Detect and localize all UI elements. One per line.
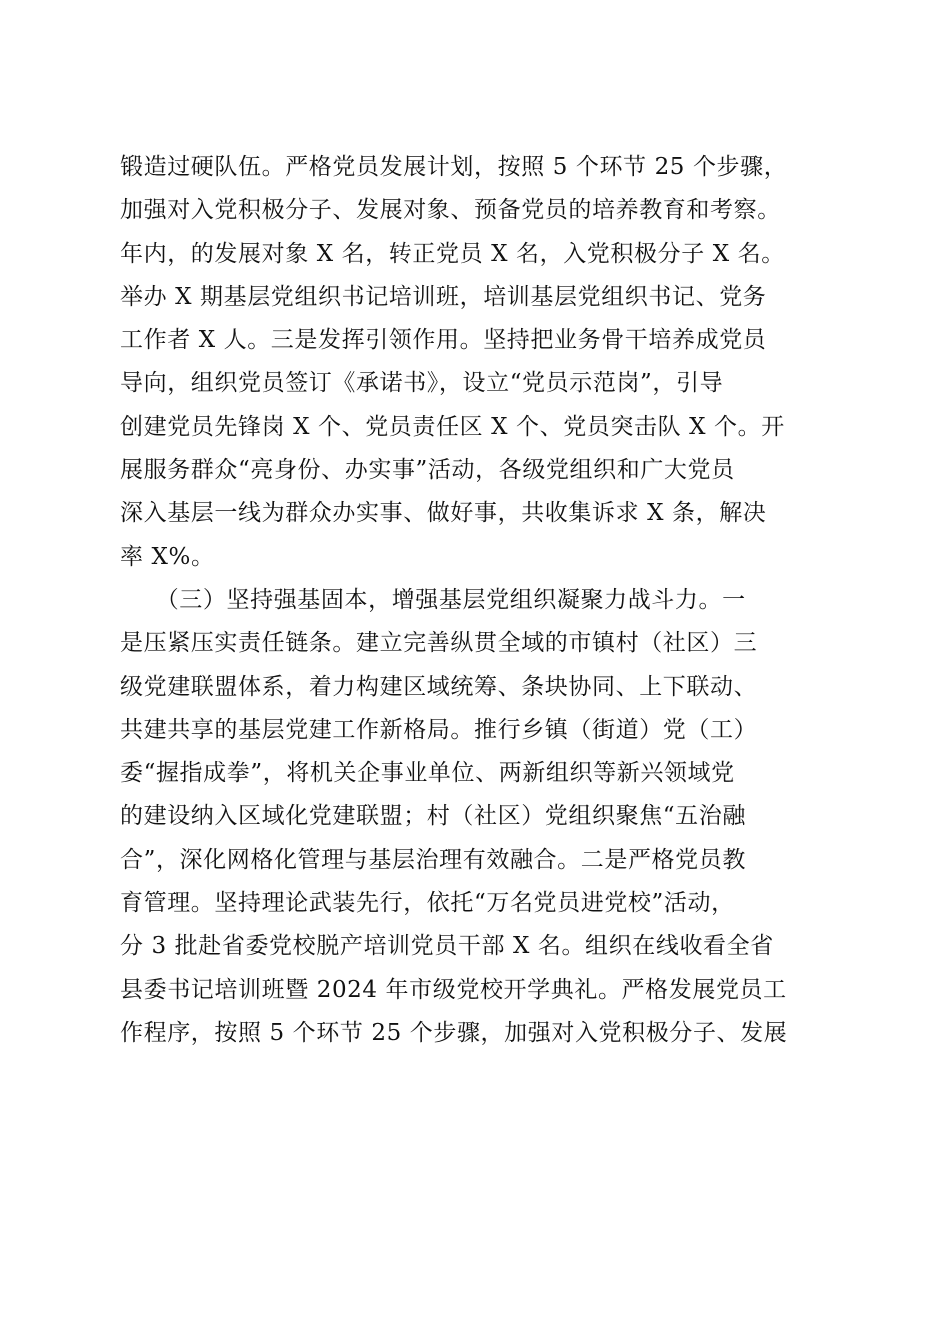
text-line: 导向，组织党员签订《承诺书》，设立“党员示范岗”，引导	[120, 370, 724, 397]
text-line: 分 3 批赴省委党校脱产培训党员干部 X 名。组织在线收看全省	[120, 933, 774, 960]
text-line: 合”，深化网格化管理与基层治理有效融合。二是严格党员教	[120, 846, 746, 873]
section-heading-line: （三）坚持强基固本，增强基层党组织凝聚力战斗力。一	[120, 586, 746, 613]
text-line: 举办 X 期基层党组织书记培训班，培训基层党组织书记、党务	[120, 283, 767, 310]
text-line: 锻造过硬队伍。严格党员发展计划，按照 5 个环节 25 个步骤，	[120, 154, 788, 180]
body-text	[120, 146, 840, 1055]
text-line: 育管理。坚持理论武装先行，依托“万名党员进党校”活动，	[120, 890, 735, 917]
text-line: 是压紧压实责任链条。建立完善纵贯全域的市镇村（社区）三	[120, 630, 758, 657]
text-line: 年内，的发展对象 X 名，转正党员 X 名，入党积极分子 X 名。	[120, 240, 785, 267]
text-line: 深入基层一线为群众办实事、做好事，共收集诉求 X 条，解决	[120, 500, 767, 527]
text-line: 加强对入党积极分子、发展对象、预备党员的培养教育和考察。	[120, 197, 781, 224]
text-line: 共建共享的基层党建工作新格局。推行乡镇（街道）党（工）	[120, 716, 758, 743]
text-line: 委“握指成拳”，将机关企事业单位、两新组织等新兴领域党	[120, 760, 735, 787]
text-line: 作程序，按照 5 个环节 25 个步骤，加强对入党积极分子、发展	[120, 1019, 788, 1046]
text-line: 工作者 X 人。三是发挥引领作用。坚持把业务骨干培养成党员	[120, 327, 767, 354]
text-line: 的建设纳入区域化党建联盟；村（社区）党组织聚焦“五治融	[120, 803, 746, 830]
text-line: 县委书记培训班暨 2024 年市级党校开学典礼。严格发展党员工	[120, 976, 787, 1003]
text-line: 率 X%。	[120, 543, 215, 570]
text-line: 展服务群众“亮身份、办实事”活动，各级党组织和广大党员	[120, 457, 735, 484]
text-line: 级党建联盟体系，着力构建区域统筹、条块协同、上下联动、	[120, 673, 758, 700]
text-line: 创建党员先锋岗 X 个、党员责任区 X 个、党员突击队 X 个。开	[120, 413, 785, 440]
